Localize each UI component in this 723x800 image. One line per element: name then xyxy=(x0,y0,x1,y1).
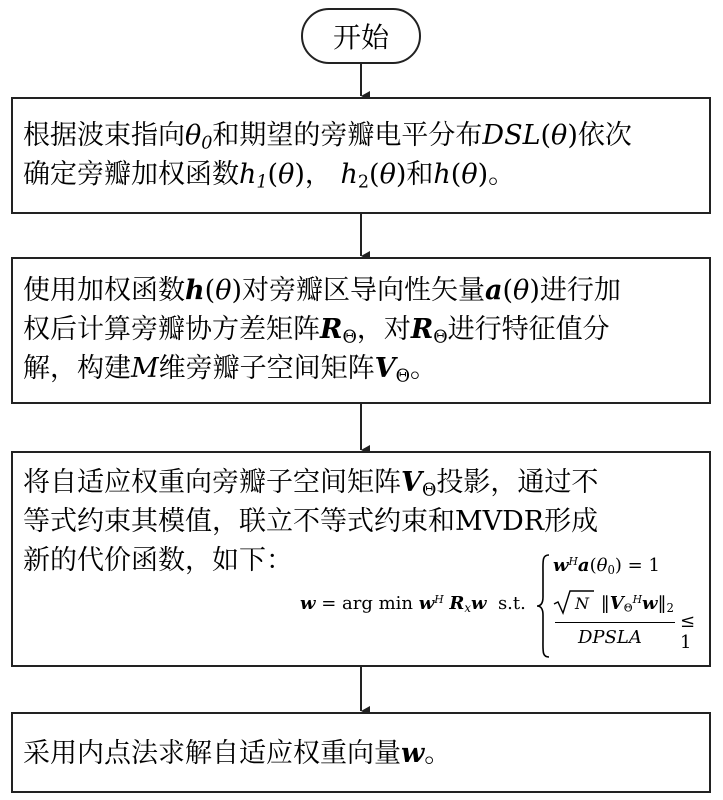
step-3-line-3: 新的代价函数，如下： xyxy=(23,545,293,576)
constraint-1: $w^Ha(\theta_0) = 1$ xyxy=(553,555,660,577)
step-3-line-2: 等式约束其模值，联立不等式约束和MVDR形成 xyxy=(23,506,599,537)
svg-text:N: N xyxy=(575,594,589,613)
constraint-2-numerator: N $‖V_\Theta^Hw‖_2$ xyxy=(553,589,674,615)
cost-function-formula xyxy=(300,553,705,663)
step-3-line-1: 将自适应权重向旁瓣子空间矩阵$V_\Theta$投影，通过不 xyxy=(23,467,599,501)
sqrt-icon xyxy=(553,589,595,615)
left-brace-icon xyxy=(536,553,552,659)
step-1-line-1: 根据波束指向$\theta_0$和期望的旁瓣电平分布DSL(θ)依次 xyxy=(23,120,632,154)
fraction-bar xyxy=(555,622,675,623)
formula-objective: w = arg $\min w^H$ $R_xw$ s.t. xyxy=(300,593,526,615)
step-1-line-2: 确定旁瓣加权函数$h_1(\theta)$， $h_2(\theta)$和h(θ)。 xyxy=(23,159,516,193)
step-2-line-3: 解，构建M维旁瓣子空间矩阵$V_\Theta$。 xyxy=(23,353,437,387)
constraint-2-denominator: DPSLA xyxy=(578,627,642,648)
start-label: 开始 xyxy=(332,21,389,54)
step-4-box xyxy=(11,712,711,793)
step-1-box xyxy=(11,97,711,214)
constraint-2-bound: ≤ 1 xyxy=(680,611,696,653)
step-2-line-2: 权后计算旁瓣协方差矩阵$R_\Theta$，对$R_\Theta$进行特征值分 xyxy=(23,314,610,348)
step-2-line-1: 使用加权函数h(θ)对旁瓣区导向性矢量a(θ)进行加 xyxy=(23,275,621,306)
step-4-line-1: 采用内点法求解自适应权重向量w。 xyxy=(23,738,452,769)
step-2-box xyxy=(11,257,711,404)
